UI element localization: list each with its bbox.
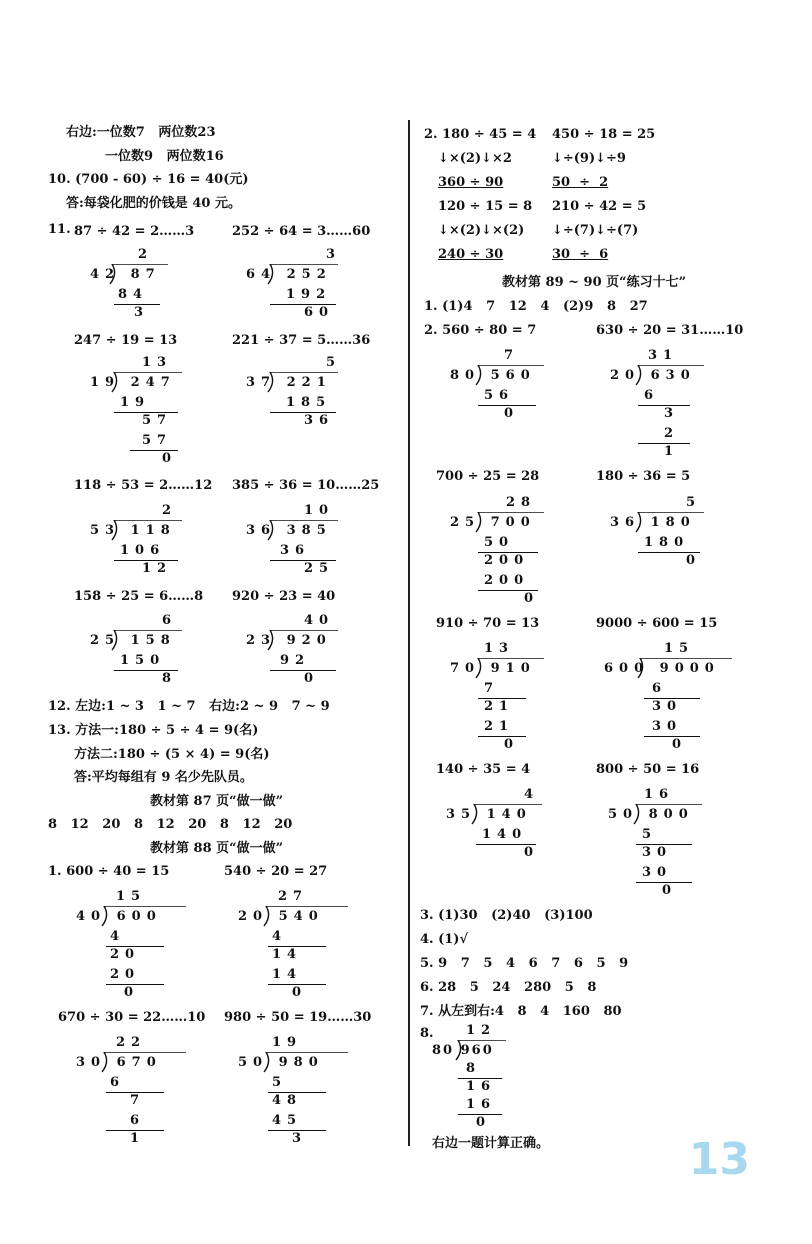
page-87-answers: 8 12 20 8 12 20 8 12 20: [48, 817, 293, 832]
exercise-7: 7. 从左到右:4 8 4 160 80: [420, 1004, 622, 1019]
question-2-part-a: 2. 180 ÷ 45 = 4: [424, 127, 537, 142]
equation-140-35: 140 ÷ 35 = 4: [436, 762, 531, 777]
section-heading-page-88: 教材第 88 页“做一做”: [150, 841, 284, 856]
page-number: 13: [688, 1134, 750, 1185]
equation-700-25: 700 ÷ 25 = 28: [436, 469, 540, 484]
answer-page: 右边:一位数7 两位数23 一位数9 两位数16 10. (700 - 60) ÷ 16 = 40(元) 答:每袋化肥的价钱是 40 元。 11. 87 ÷ 42 = 2……3 252 ÷ 64 = 3……60 2 42 87 84 3 3 64 252 192 60 247 ÷ 19 = 13 221 ÷ 37 = 5……36 13 19 247 19 57 57 0 5 37 221 185 36 118 ÷ 53 = 2……12 385 ÷ 36 = 10……25 2 53 118 106 12 10 36 385 36 25 158 ÷ 25 = 6……8 920 ÷ 23 = 40 6 25 158 150 8 40 23 920 92 0 12. 左边:1 ~ 3 1 ~ 7 右边:2 ~ 9 7 ~ 9 13. 方法一:180 ÷ 5 ÷ 4 = 9(名) 方法二:180 ÷ (5 × 4) = 9(名) 答:平均每组有 9 名少先队员。 教材第 87 页“做一做” 8 12 20 8 12 20 8 12 20 教材第 88 页“做一做” 1. 600 ÷ 40 = 15 540 ÷ 20 = 27 15 40 600 4 20 20 0 27 20 540 4 14 14 0 670 ÷ 30 = 22……10 980 ÷ 50 = 19……30 22 30 670 6 7 6 1 19 50 980 5 48 45 3 2. 180 ÷ 45 = 4 450 ÷ 18 = 25 ↓×(2)↓×2 ↓÷(9)↓÷9 360 ÷ 90 50 ÷ 2 120 ÷ 15 = 8 210 ÷ 42 = 5 ↓×(2)↓×(2) ↓÷(7)↓÷(7) 240 ÷ 30 30 ÷ 6 教材第 89 ~ 90 页“练习十七” 1. (1)4 7 12 4 (2)9 8 27 2. 560 ÷ 80 = 7 630 ÷ 20 = 31……10 7 80 560 56 0 31 20 630 6 3 2 1 700 ÷ 25 = 28 180 ÷ 36 = 5 28 25 700 50 200 200 0 5 36 180 180 0 910 ÷ 70 = 13 9000 ÷ 600 = 15 13 70 910 7 21 21 0 15 600 9000 6 30 30 0 140 ÷ 35 = 4 800 ÷ 50 = 16 4 35 140 140 0 16 50 800 5 30 30 0 3. (1)30 (2)40 (3)100 4. (1)√ 5. 9 7 5 4 6 7 6 5 9 6. 28 5 24 280 5 8 7. 从左到右:4 8 4 160 80 8. 12 80 960 8 16 16 0 右边一题计算正确。 13: [0, 0, 812, 1244]
right-side-note-2: 一位数9 两位数16: [105, 149, 224, 164]
transform-divide-7: ↓÷(7)↓÷(7): [552, 223, 639, 238]
exercise-5: 5. 9 7 5 4 6 7 6 5 9: [420, 956, 629, 971]
equation-385-36: 385 ÷ 36 = 10……25: [232, 478, 380, 493]
equation-980-50: 980 ÷ 50 = 19……30: [224, 1010, 372, 1025]
transform-multiply-2b: ↓×(2)↓×(2): [438, 223, 525, 238]
question-13-method-1: 13. 方法一:180 ÷ 5 ÷ 4 = 9(名): [48, 723, 259, 738]
question-2-part-c: 120 ÷ 15 = 8: [438, 199, 533, 214]
equation-252-64: 252 ÷ 64 = 3……60: [232, 224, 371, 239]
question-13-answer: 答:平均每组有 9 名少先队员。: [74, 770, 253, 785]
equation-540-20: 540 ÷ 20 = 27: [224, 864, 328, 879]
question-1-page-88: 1. 600 ÷ 40 = 15: [48, 864, 170, 879]
exercise-6: 6. 28 5 24 280 5 8: [420, 980, 597, 995]
question-10-answer: 答:每袋化肥的价钱是 40 元。: [66, 196, 241, 211]
equation-9000-600: 9000 ÷ 600 = 15: [596, 616, 718, 631]
result-50-2: 50 ÷ 2: [552, 175, 609, 190]
result-240-30: 240 ÷ 30: [438, 247, 504, 262]
question-10: 10. (700 - 60) ÷ 16 = 40(元): [48, 172, 249, 187]
equation-247-19: 247 ÷ 19 = 13: [74, 333, 178, 348]
equation-118-53: 118 ÷ 53 = 2……12: [74, 478, 213, 493]
transform-divide-9: ↓÷(9)↓÷9: [552, 151, 626, 166]
section-heading-page-89-90: 教材第 89 ~ 90 页“练习十七”: [502, 275, 687, 290]
equation-158-25: 158 ÷ 25 = 6……8: [74, 589, 204, 604]
question-2-part-b: 450 ÷ 18 = 25: [552, 127, 656, 142]
result-360-90: 360 ÷ 90: [438, 175, 504, 190]
question-13-method-2: 方法二:180 ÷ (5 × 4) = 9(名): [74, 747, 270, 762]
equation-800-50: 800 ÷ 50 = 16: [596, 762, 700, 777]
section-heading-page-87: 教材第 87 页“做一做”: [150, 794, 284, 809]
question-12: 12. 左边:1 ~ 3 1 ~ 7 右边:2 ~ 9 7 ~ 9: [48, 699, 330, 714]
equation-87-42: 87 ÷ 42 = 2……3: [74, 224, 195, 239]
equation-920-23: 920 ÷ 23 = 40: [232, 589, 336, 604]
column-divider: [408, 120, 410, 1146]
exercise-8-label: 8.: [420, 1026, 434, 1041]
equation-180-36: 180 ÷ 36 = 5: [596, 469, 691, 484]
equation-670-30: 670 ÷ 30 = 22……10: [58, 1010, 206, 1025]
right-side-note-1: 右边:一位数7 两位数23: [66, 125, 216, 140]
equation-560-80: 2. 560 ÷ 80 = 7: [424, 323, 537, 338]
equation-910-70: 910 ÷ 70 = 13: [436, 616, 540, 631]
result-30-6: 30 ÷ 6: [552, 247, 609, 262]
exercise-1: 1. (1)4 7 12 4 (2)9 8 27: [424, 299, 648, 314]
exercise-4: 4. (1)√: [420, 932, 468, 947]
exercise-8-conclusion: 右边一题计算正确。: [432, 1136, 550, 1151]
transform-multiply-2: ↓×(2)↓×2: [438, 151, 512, 166]
equation-630-20: 630 ÷ 20 = 31……10: [596, 323, 744, 338]
exercise-3: 3. (1)30 (2)40 (3)100: [420, 908, 593, 923]
question-11-label: 11.: [48, 222, 71, 237]
equation-221-37: 221 ÷ 37 = 5……36: [232, 333, 371, 348]
question-2-part-d: 210 ÷ 42 = 5: [552, 199, 647, 214]
